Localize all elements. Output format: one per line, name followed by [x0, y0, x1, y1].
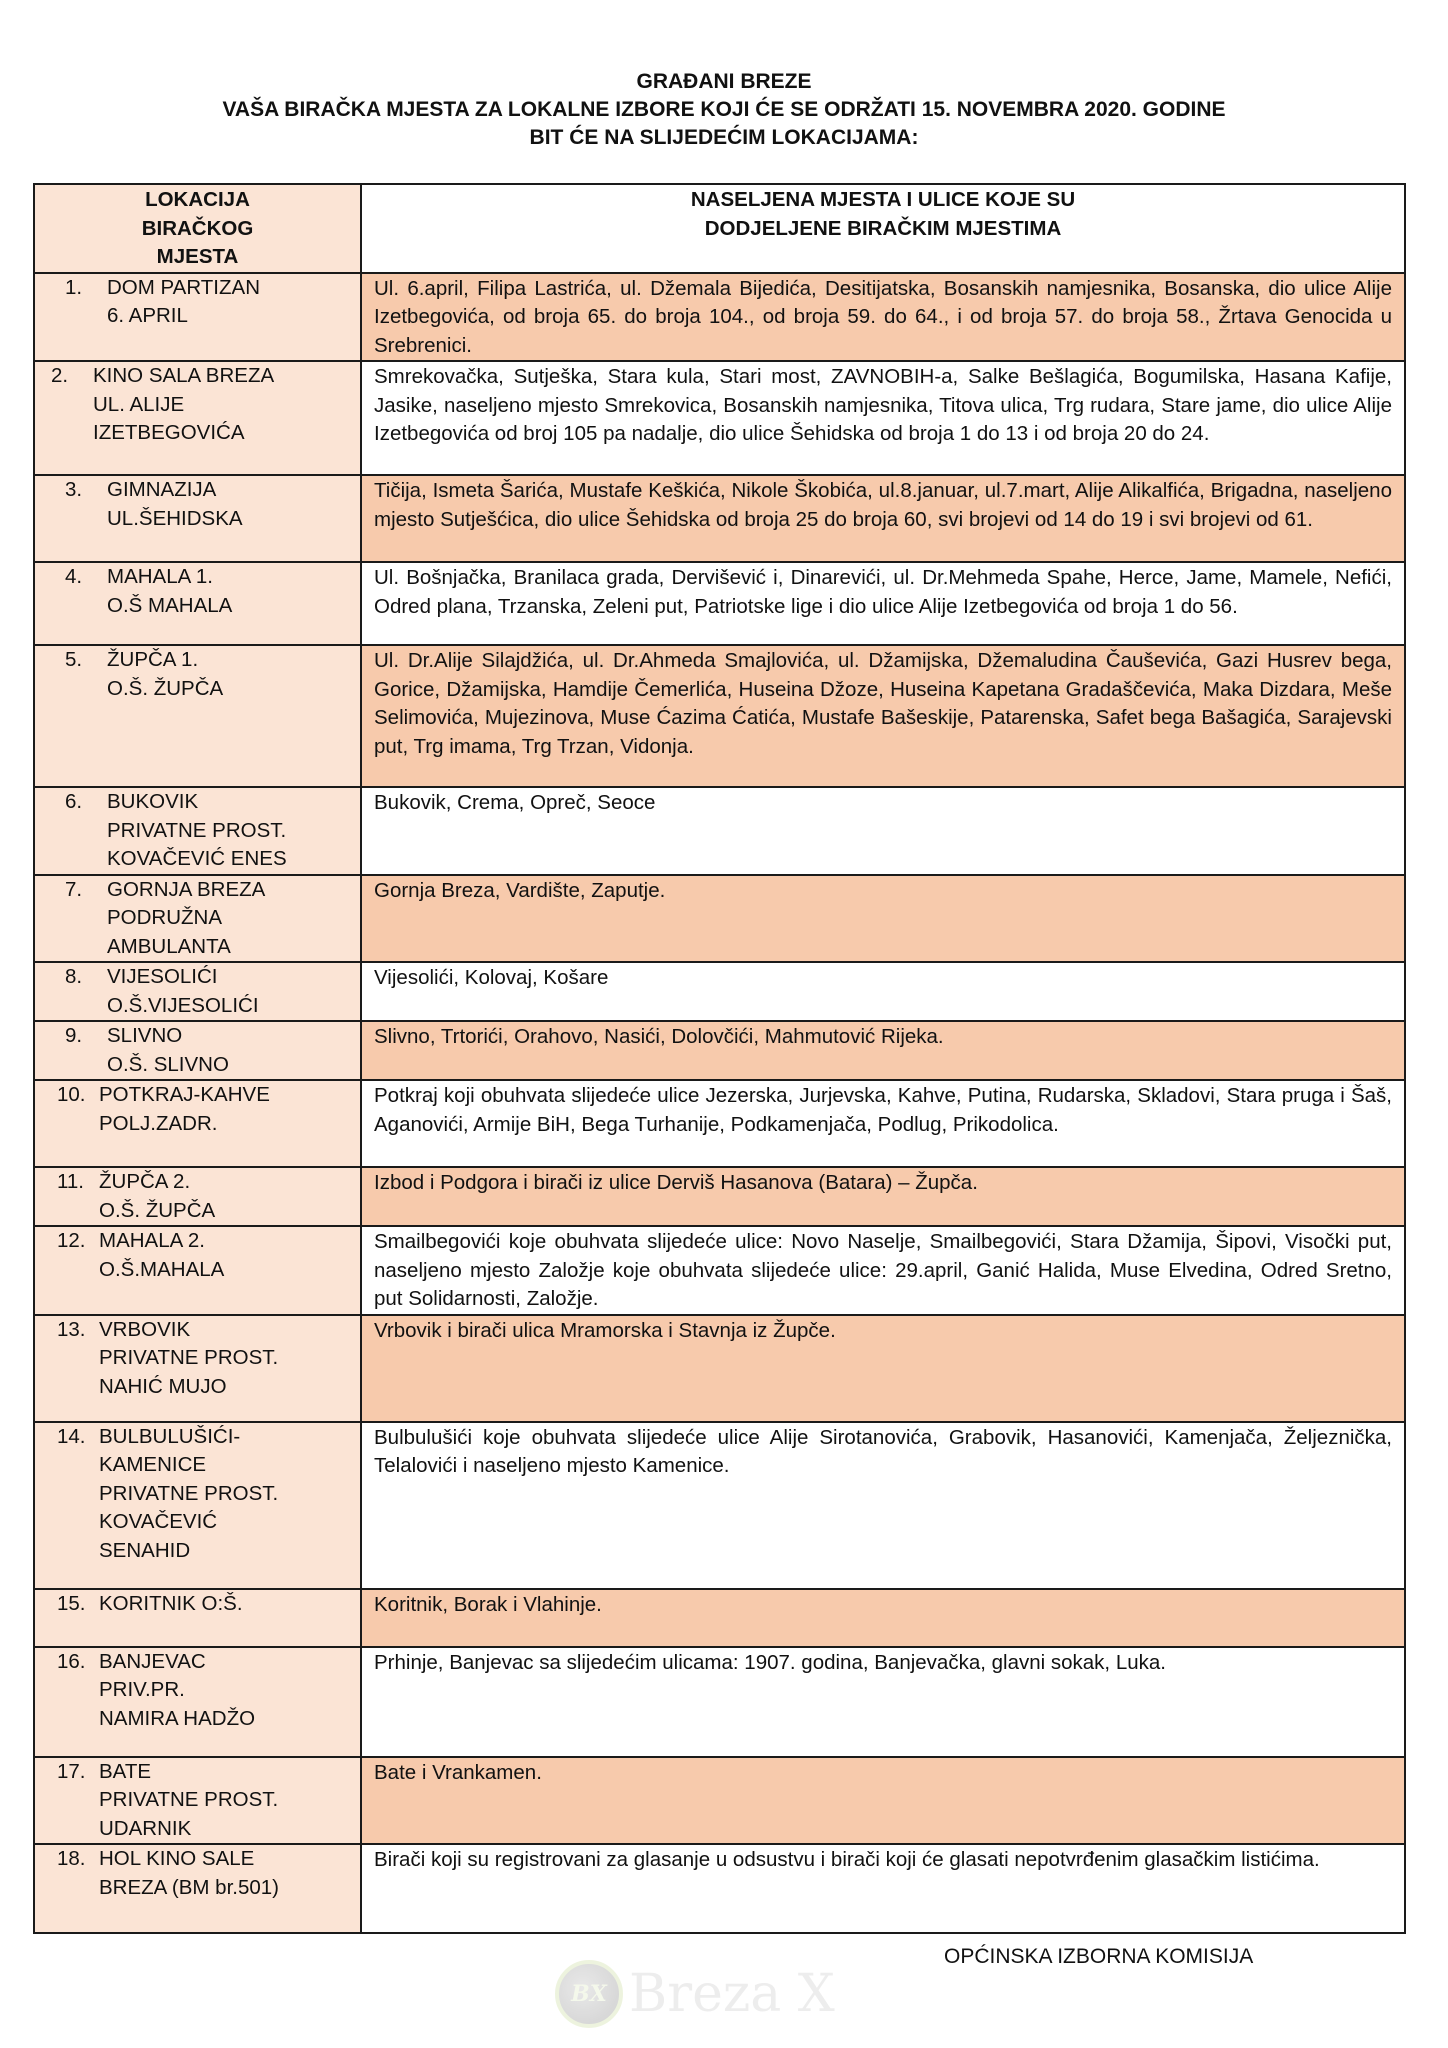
station-location-line: O.Š. ŽUPČA [107, 676, 224, 700]
station-location-line: ŽUPČA 1. [107, 648, 199, 671]
station-location-line: KAMENICE [99, 1453, 207, 1476]
station-location-line: KOVAČEVIĆ [99, 1510, 218, 1533]
watermark-logo-icon [555, 1960, 623, 2028]
table-row [34, 875, 1405, 963]
location-cell [34, 875, 361, 963]
station-location-line: NAHIĆ MUJO [99, 1374, 227, 1398]
station-location-line: VRBOVIK [99, 1317, 191, 1341]
assigned-areas-cell: Smailbegovići koje obuhvata slijedeće ulice: Novo Naselje, Smailbegovići, Stara Džamija, Šipovi, Visočki put, naseljeno mjesto Založje koje obuhvata slijedeće ulice: 29.april, Ganić Halida, Muse Elvedina, Odred Sretno, put Solidarnosti, Založje. [361, 1226, 1405, 1315]
station-location-line: PRIVATNE PROST. [99, 1481, 279, 1505]
station-location-line: BANJEVAC [99, 1649, 206, 1673]
table-row [34, 1226, 1405, 1315]
table-row [34, 1080, 1405, 1167]
header-areas [361, 184, 1405, 273]
table-row [34, 1844, 1405, 1933]
station-number: 3. [65, 478, 83, 501]
station-location-line: KINO SALA BREZA [93, 364, 275, 387]
location-cell [34, 962, 361, 1021]
header-location-line: BIRAČKOG [141, 216, 254, 240]
location-cell [34, 273, 361, 362]
assigned-areas-cell: Birači koji su registrovani za glasanje u odsustvu i birači koji će glasati nepotvrđenim glasačkim listićima. [361, 1844, 1405, 1933]
station-location-line: BUKOVIK [107, 790, 199, 813]
assigned-areas-cell: Koritnik, Borak i Vlahinje. [361, 1589, 1405, 1647]
header-areas-line: DODJELJENE BIRAČKIM MJESTIMA [704, 216, 1062, 240]
station-location [99, 1845, 279, 1902]
table-row [34, 787, 1405, 875]
station-location [107, 646, 223, 703]
station-location-line: KOVAČEVIĆ ENES [107, 847, 287, 870]
station-number: 9. [65, 1024, 83, 1047]
station-number: 7. [65, 877, 83, 901]
station-location [99, 1081, 270, 1138]
station-location-line: VIJESOLIĆI [107, 965, 218, 988]
table-row [34, 273, 1405, 362]
station-location-line: UL. ALIJE [93, 392, 185, 416]
station-location-line: BREZA (BM br.501) [99, 1875, 280, 1899]
station-location-line: 6. APRIL [107, 304, 188, 327]
footer-signature: OPĆINSKA IZBORNA KOMISIJA [944, 1945, 1254, 1968]
watermark [555, 1960, 835, 2028]
station-location [107, 476, 243, 533]
station-number: 5. [65, 648, 83, 671]
station-location-line: PRIVATNE PROST. [107, 818, 287, 842]
station-location-line: PRIV.PR. [99, 1678, 185, 1701]
station-number: 12. [57, 1229, 86, 1252]
station-location-line: MAHALA 1. [107, 565, 213, 588]
station-location [107, 876, 265, 962]
location-cell [34, 1589, 361, 1647]
station-location-line: PRIVATNE PROST. [99, 1346, 279, 1369]
watermark-logo-text: BX [571, 1981, 607, 2007]
location-cell [34, 1757, 361, 1845]
station-location-line: PRIVATNE PROST. [99, 1788, 279, 1811]
watermark-text: Breza X [629, 1964, 835, 2024]
location-cell [34, 1226, 361, 1315]
assigned-areas-cell: Smrekovačka, Sutješka, Stara kula, Stari most, ZAVNOBIH-a, Salke Bešlagića, Bogumilska, Hasana Kafije, Jasike, naseljeno mjesto Smrekovica, Bosanskih namjesnika, Titova ulica, Trg rudara, Stare jame, dio ulice Alije Izetbegovića od broj 105 pa nadalje, dio ulice Šehidska od broja 1 do 13 i od broja 20 do 24. [361, 361, 1405, 475]
station-location [99, 1648, 255, 1734]
station-number: 14. [57, 1424, 86, 1448]
table-row [34, 1315, 1405, 1422]
assigned-areas-cell: Potkraj koji obuhvata slijedeće ulice Jezerska, Jurjevska, Kahve, Putina, Rudarska, Skladovi, Stara pruga i Šaš, Aganovići, Armije BiH, Bega Turhanije, Podkamenjača, Podlug, Prikodolica. [361, 1080, 1405, 1167]
station-location-line: BATE [99, 1759, 152, 1783]
station-location-line: NAMIRA HADŽO [99, 1706, 256, 1730]
location-cell [34, 787, 361, 875]
table-row [34, 962, 1405, 1021]
station-number: 17. [57, 1759, 86, 1783]
location-cell [34, 1021, 361, 1080]
table-row [34, 1757, 1405, 1845]
location-cell [34, 475, 361, 562]
location-cell [34, 1422, 361, 1589]
station-number: 11. [57, 1170, 84, 1193]
location-cell [34, 1315, 361, 1422]
station-location-line: GORNJA BREZA [107, 877, 266, 901]
assigned-areas-cell: Izbod i Podgora i birači iz ulice Derviš Hasanova (Batara) – Župča. [361, 1167, 1405, 1226]
station-number: 15. [57, 1591, 86, 1615]
header-location [34, 184, 361, 273]
station-location-line: POTKRAJ-KAHVE [99, 1083, 270, 1106]
heading-line-1: GRAĐANI BREZE [636, 70, 812, 93]
location-cell [34, 1844, 361, 1933]
station-location-line: POLJ.ZADR. [99, 1111, 218, 1135]
station-location [107, 788, 287, 874]
station-location-line: DOM PARTIZAN [107, 275, 260, 299]
table-row [34, 361, 1405, 475]
assigned-areas-cell: Ul. Bošnjačka, Branilaca grada, Dervišević i, Dinarevići, ul. Dr.Mehmeda Spahe, Herce, Jame, Mamele, Nefići, Odred plana, Trzanska, Zeleni put, Patriotske lige i dio ulice Alije Izetbegovića od broja 1 do 56. [361, 562, 1405, 645]
table-row [34, 562, 1405, 645]
assigned-areas-cell: Slivno, Trtorići, Orahovo, Nasići, Dolovčići, Mahmutović Rijeka. [361, 1021, 1405, 1080]
assigned-areas-cell: Ul. 6.april, Filipa Lastrića, ul. Džemala Bijedića, Desitijatska, Bosanskih namjesnika, Bosanska, dio ulice Alije Izetbegovića, od broja 65. do broja 104., od broja 59. do 64., i od broja 57. do broja 58., Žrtava Genocida u Srebrenici. [361, 273, 1405, 362]
station-location-line: O.Š.MAHALA [99, 1257, 225, 1281]
table-row [34, 475, 1405, 562]
heading-line-2: VAŠA BIRAČKA MJESTA ZA LOKALNE IZBORE KOJI ĆE SE ODRŽATI 15. NOVEMBRA 2020. GODINE [222, 98, 1226, 121]
station-number: 10. [57, 1083, 86, 1106]
station-location-line: SLIVNO [107, 1024, 183, 1047]
location-cell [34, 645, 361, 787]
station-location-line: MAHALA 2. [99, 1229, 205, 1252]
station-location-line: PODRUŽNA [107, 906, 223, 929]
station-location [107, 963, 259, 1020]
station-location-line: GIMNAZIJA [107, 478, 217, 501]
table-row [34, 645, 1405, 787]
assigned-areas-cell: Bukovik, Crema, Opreč, Seoce [361, 787, 1405, 875]
assigned-areas-cell: Ul. Dr.Alije Silajdžića, ul. Dr.Ahmeda Smajlovića, ul. Džamijska, Džemaludina Čauševića, Gazi Husrev bega, Gorice, Džamijska, Hamdije Čemerlića, Huseina Džoze, Huseina Kapetana Gradaščevića, Maka Dizdara, Meše Selimovića, Mujezinova, Muse Ćazima Ćatića, Mustafe Bašeskije, Patarenska, Safet bega Bašagića, Sarajevski put, Trg imama, Trg Trzan, Vidonja. [361, 645, 1405, 787]
station-location [99, 1758, 278, 1844]
station-location [107, 274, 260, 331]
station-location [99, 1316, 278, 1402]
header-location-line: MJESTA [156, 245, 239, 268]
assigned-areas-cell: Bate i Vrankamen. [361, 1757, 1405, 1845]
station-location-line: AMBULANTA [107, 934, 231, 958]
station-number: 13. [57, 1317, 86, 1341]
table-header-row [34, 184, 1405, 273]
station-number: 16. [57, 1649, 86, 1673]
location-cell [34, 562, 361, 645]
location-cell [34, 1080, 361, 1167]
document-heading [0, 68, 1448, 152]
station-location [99, 1168, 215, 1225]
location-cell [34, 1647, 361, 1757]
station-location [99, 1423, 278, 1566]
station-number: 6. [65, 790, 83, 813]
station-location-line: BULBULUŠIĆI- [99, 1424, 241, 1448]
assigned-areas-cell: Tičija, Ismeta Šarića, Mustafe Keškića, Nikole Škobića, ul.8.januar, ul.7.mart, Alije Alikalfića, Brigadna, naseljeno mjesto Sutješćica, dio ulice Šehidska od broja 25 do broja 60, svi brojevi od 14 do 19 i svi brojevi od 61. [361, 475, 1405, 562]
header-areas-line: NASELJENA MJESTA I ULICE KOJE SU [690, 188, 1076, 211]
table-row [34, 1422, 1405, 1589]
location-cell [34, 1167, 361, 1226]
station-location [99, 1590, 243, 1619]
table-row [34, 1021, 1405, 1080]
assigned-areas-cell: Bulbulušići koje obuhvata slijedeće ulice Alije Sirotanovića, Grabovik, Hasanovići, Kamenjača, Željeznička, Telalovići i naseljeno mjesto Kamenice. [361, 1422, 1405, 1589]
station-number: 18. [57, 1847, 86, 1870]
station-number: 8. [65, 965, 83, 988]
station-number: 4. [65, 565, 83, 588]
table-row [34, 1589, 1405, 1647]
assigned-areas-cell: Gornja Breza, Vardište, Zaputje. [361, 875, 1405, 963]
station-location [107, 1022, 229, 1079]
station-location-line: O.Š MAHALA [107, 593, 233, 617]
station-location-line: UL.ŠEHIDSKA [107, 506, 243, 530]
station-location-line: O.Š.VIJESOLIĆI [107, 993, 259, 1017]
station-location-line: UDARNIK [99, 1816, 192, 1840]
station-number: 2. [51, 364, 69, 387]
station-location-line: HOL KINO SALE [99, 1847, 255, 1870]
station-location-line: O.Š. ŽUPČA [99, 1198, 216, 1222]
heading-line-3: BIT ĆE NA SLIJEDEĆIM LOKACIJAMA: [529, 126, 919, 149]
station-location-line: KORITNIK O:Š. [99, 1591, 243, 1615]
station-number: 1. [65, 275, 83, 299]
station-location-line: SENAHID [99, 1538, 191, 1562]
polling-stations-table [33, 183, 1406, 1934]
assigned-areas-cell: Vrbovik i birači ulica Mramorska i Stavnja iz Župče. [361, 1315, 1405, 1422]
station-location [93, 362, 274, 448]
header-location-line: LOKACIJA [145, 188, 250, 211]
station-location [99, 1227, 224, 1284]
table-row [34, 1647, 1405, 1757]
station-location-line: O.Š. SLIVNO [107, 1052, 229, 1076]
station-location-line: ŽUPČA 2. [99, 1170, 191, 1193]
assigned-areas-cell: Prhinje, Banjevac sa slijedećim ulicama: 1907. godina, Banjevačka, glavni sokak, Luka. [361, 1647, 1405, 1757]
station-location [107, 563, 232, 620]
table-row [34, 1167, 1405, 1226]
assigned-areas-cell: Vijesolići, Kolovaj, Košare [361, 962, 1405, 1021]
location-cell [34, 361, 361, 475]
station-location-line: IZETBEGOVIĆA [93, 421, 245, 444]
